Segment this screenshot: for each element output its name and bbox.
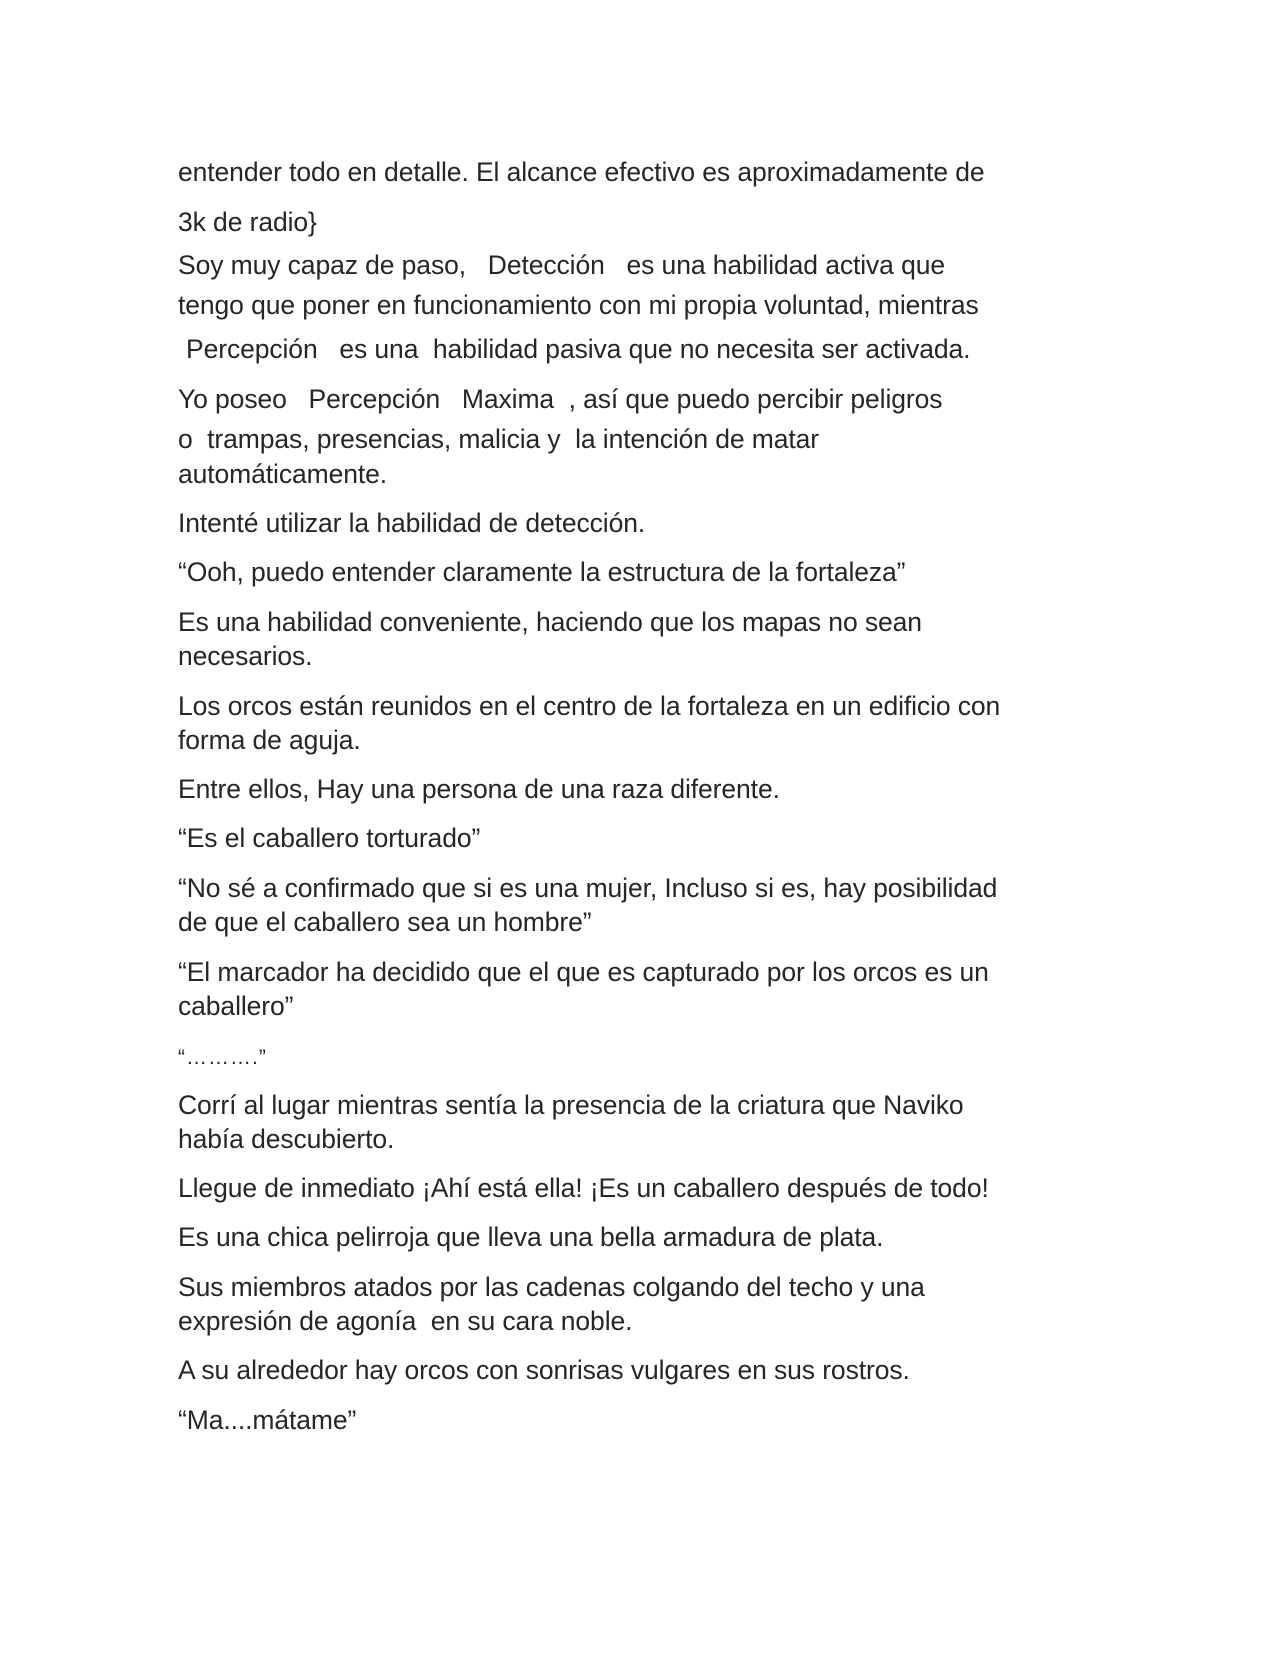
text-line: “Es el caballero torturado” bbox=[178, 823, 481, 853]
text-line: necesarios. bbox=[178, 641, 313, 671]
text-line: Entre ellos, Hay una persona de una raza diferente. bbox=[178, 774, 780, 804]
text-line: “……….” bbox=[178, 1046, 267, 1069]
text-line: Llegue de inmediato ¡Ahí está ella! ¡Es un caballero después de todo! bbox=[178, 1173, 989, 1203]
text-line: 3k de radio} bbox=[178, 207, 317, 237]
text-line: automáticamente. bbox=[178, 459, 388, 489]
text-line: Percepción es una habilidad pasiva que no necesita ser activada. bbox=[186, 334, 971, 364]
text-line: Yo poseo Percepción Maxima , así que puedo percibir peligros bbox=[178, 384, 943, 414]
text-line: “Ma....mátame” bbox=[178, 1405, 357, 1435]
text-line: de que el caballero sea un hombre” bbox=[178, 907, 592, 937]
text-line: Soy muy capaz de paso, Detección es una habilidad activa que bbox=[178, 250, 945, 280]
text-line: entender todo en detalle. El alcance efectivo es aproximadamente de bbox=[178, 157, 985, 187]
text-line: Es una chica pelirroja que lleva una bella armadura de plata. bbox=[178, 1222, 884, 1252]
text-line: Intenté utilizar la habilidad de detección. bbox=[178, 508, 646, 538]
text-line: había descubierto. bbox=[178, 1124, 395, 1154]
text-line: Corrí al lugar mientras sentía la presencia de la criatura que Naviko bbox=[178, 1090, 964, 1120]
text-line: tengo que poner en funcionamiento con mi propia voluntad, mientras bbox=[178, 290, 979, 320]
text-line: Los orcos están reunidos en el centro de la fortaleza en un edificio con bbox=[178, 691, 1001, 721]
text-line: “No sé a confirmado que si es una mujer, Incluso si es, hay posibilidad bbox=[178, 873, 998, 903]
text-line: “El marcador ha decidido que el que es capturado por los orcos es un bbox=[178, 957, 989, 987]
text-line: forma de aguja. bbox=[178, 725, 361, 755]
text-line: Es una habilidad conveniente, haciendo que los mapas no sean bbox=[178, 607, 922, 637]
text-line: A su alrededor hay orcos con sonrisas vulgares en sus rostros. bbox=[178, 1355, 910, 1385]
text-line: expresión de agonía en su cara noble. bbox=[178, 1306, 633, 1336]
text-line: “Ooh, puedo entender claramente la estructura de la fortaleza” bbox=[178, 557, 906, 587]
text-line: caballero” bbox=[178, 991, 294, 1021]
text-line: Sus miembros atados por las cadenas colgando del techo y una bbox=[178, 1272, 925, 1302]
text-line: o trampas, presencias, malicia y la intención de matar bbox=[178, 424, 819, 454]
